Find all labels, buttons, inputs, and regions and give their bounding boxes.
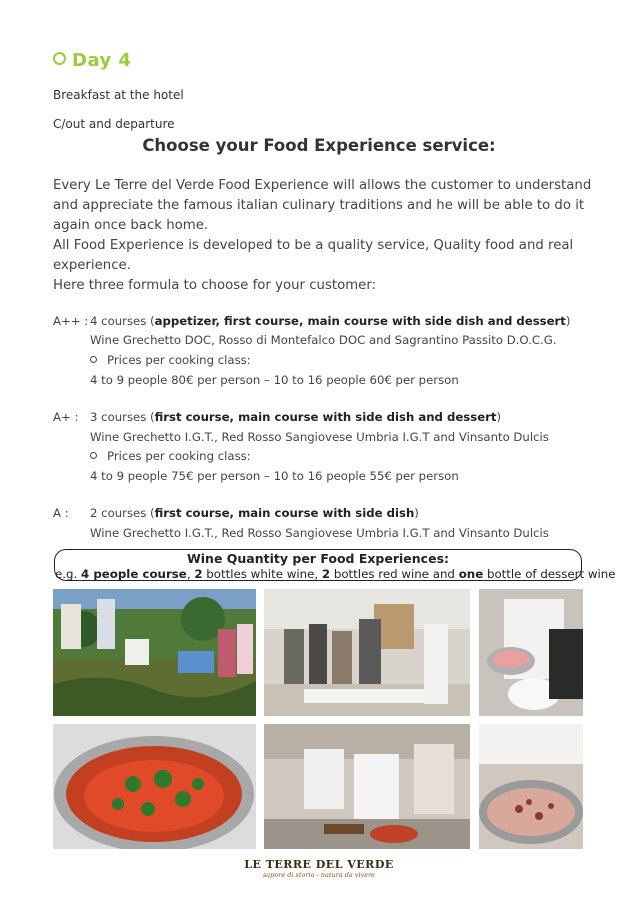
- option-prices-label: Prices per cooking class:: [90, 449, 251, 463]
- intro-paragraph: Every Le Terre del Verde Food Experience will allows the customer to understand and appreciate the famous italian culinary traditions and he will be able to do it again once back home.: [53, 178, 592, 233]
- option-code: A :: [53, 506, 69, 520]
- option-code: A+ :: [53, 410, 79, 424]
- option-wine: Wine Grechetto I.G.T., Red Rosso Sangiovese Umbria I.G.T and Vinsanto Dulcis: [90, 430, 549, 444]
- photo-garden-harvest: [53, 589, 256, 716]
- option-code: A++ :: [53, 314, 89, 328]
- photo-tomato-basil-pan: [53, 724, 256, 849]
- option-courses: 4 courses (appetizer, first course, main course with side dish and dessert): [90, 314, 571, 328]
- option-courses: 3 courses (first course, main course with side dish and dessert): [90, 410, 502, 424]
- intro-paragraph: All Food Experience is developed to be a quality service, Quality food and real experience.: [53, 238, 574, 273]
- wine-quantity-box: [54, 549, 616, 581]
- day-item: Breakfast at the hotel: [53, 88, 184, 102]
- photo-chef-pasta: [479, 589, 583, 716]
- day-item: C/out and departure: [53, 117, 175, 131]
- photo-cooking-class-group: [264, 589, 470, 716]
- option-prices: 4 to 9 people 75€ per person – 10 to 16 people 55€ per person: [90, 469, 459, 483]
- logo-tagline: sapore di storia - natura da vivere: [262, 871, 376, 879]
- intro-text: [53, 176, 598, 296]
- circle-bullet-icon: [90, 356, 97, 363]
- wine-box-title: Wine Quantity per Food Experiences:: [186, 551, 450, 566]
- photo-chef-demonstration: [264, 724, 470, 849]
- option-prices-label: Prices per cooking class:: [90, 353, 251, 367]
- option-courses: 2 courses (first course, main course with side dish): [90, 506, 419, 520]
- day-title: Day 4: [53, 50, 132, 71]
- circle-bullet-icon: [90, 452, 97, 459]
- logo-name: LE TERRE DEL VERDE: [244, 858, 394, 871]
- option-prices: 4 to 9 people 80€ per person – 10 to 16 people 60€ per person: [90, 373, 459, 387]
- brand-logo: [0, 858, 638, 879]
- intro-paragraph: Here three formula to choose for your customer:: [53, 278, 377, 293]
- section-heading: Choose your Food Experience service:: [142, 136, 496, 155]
- wine-box-example: e.g. 4 people course, 2 bottles white wine, 2 bottles red wine and one bottle of dessert wine: [55, 567, 616, 581]
- circle-bullet-icon: [53, 52, 66, 65]
- option-wine: Wine Grechetto I.G.T., Red Rosso Sangiovese Umbria I.G.T and Vinsanto Dulcis: [90, 526, 549, 540]
- photo-pan-cooking: [479, 724, 583, 849]
- option-wine: Wine Grechetto DOC, Rosso di Montefalco DOC and Sagrantino Passito D.O.C.G.: [90, 333, 557, 347]
